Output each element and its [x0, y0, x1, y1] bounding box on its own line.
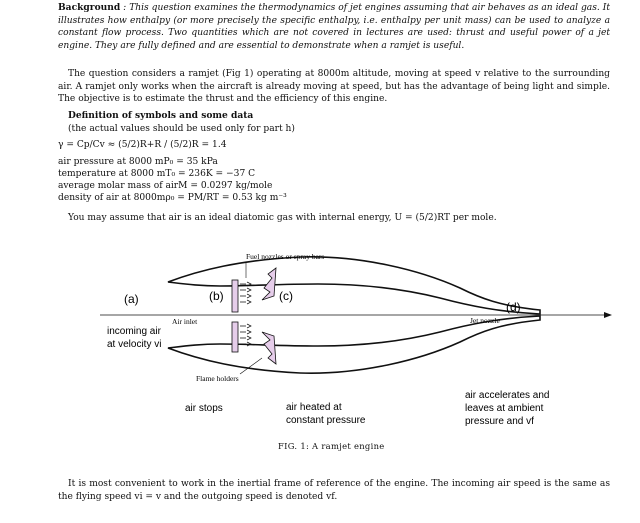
airflow-arrow-head [604, 312, 612, 318]
flame-holders-label: Flame holders [196, 374, 239, 383]
density-line: density of air at 8000mρ₀ = PM/RT = 0.53 kg m⁻³ [58, 193, 287, 203]
fuel-nozzles-label: Fuel nozzles or spray bars [246, 252, 325, 261]
label-b: (b) [209, 289, 224, 303]
air-accelerates-label-1: air accelerates and [465, 390, 550, 401]
bottom-paragraph: It is most convenient to work in the inertial frame of reference of the engine. The incoming air speed is the same as the flying speed vi = v and the outgoing speed is denoted vf. [58, 479, 610, 502]
air-accelerates-label-3: pressure and vf [465, 416, 534, 427]
definitions-heading: Definition of symbols and some data [68, 110, 254, 121]
air-heated-label-1: air heated at [286, 402, 342, 413]
ramjet-diagram [0, 240, 640, 440]
definitions-note: (the actual values should be used only for part h) [68, 124, 295, 134]
ramjet-upper-wall [168, 257, 540, 314]
jet-nozzle-label: Jet nozzle [470, 316, 500, 325]
incoming-air-label-2: at velocity vi [107, 339, 162, 350]
label-c: (c) [279, 289, 293, 303]
label-d: (d) [506, 300, 521, 314]
figure-caption: FIG. 1: A ramjet engine [278, 441, 385, 451]
temperature-line: temperature at 8000 mT₀ = 236K = −37 C [58, 169, 256, 179]
air-pressure-line: air pressure at 8000 mP₀ = 35 kPa [58, 157, 218, 167]
air-stops-label: air stops [185, 403, 223, 414]
air-heated-label-2: constant pressure [286, 415, 366, 426]
question-paragraph: The question considers a ramjet (Fig 1) operating at 8000m altitude, moving at speed v relative to the surrounding air. A ramjet only works when the aircraft is already moving at speed, but has the advantage of being light and simple. The objective is to estimate the thrust and the efficiency of this engine. [58, 69, 610, 105]
assumption-line: You may assume that air is an ideal diatomic gas with internal energy, U = (5/2)RT per mole. [68, 213, 497, 223]
background-text: : This question examines the thermodynamics of jet engines assuming that air behaves as an ideal gas. It illustrates how enthalpy (or more precisely the specific enthalpy, i.e. enthalpy per unit mass) can be used to analyze a constant flow process. Two quantities which are not covered in lectures are used: thrust and useful power of a jet engine. They are fully defined and are essential to demonstrate when a ramjet is useful. [58, 3, 610, 51]
background-label: Background [58, 2, 121, 13]
air-accelerates-label-2: leaves at ambient [465, 403, 544, 414]
label-a: (a) [124, 292, 139, 306]
molar-mass-line: average molar mass of airM = 0.0297 kg/mole [58, 181, 273, 191]
air-inlet-label: Air inlet [172, 317, 198, 326]
gamma-equation: γ = Cp/Cv ≈ (5/2)R+R / (5/2)R = 1.4 [58, 140, 227, 150]
background-paragraph [58, 2, 610, 52]
incoming-air-label-1: incoming air [107, 326, 161, 337]
